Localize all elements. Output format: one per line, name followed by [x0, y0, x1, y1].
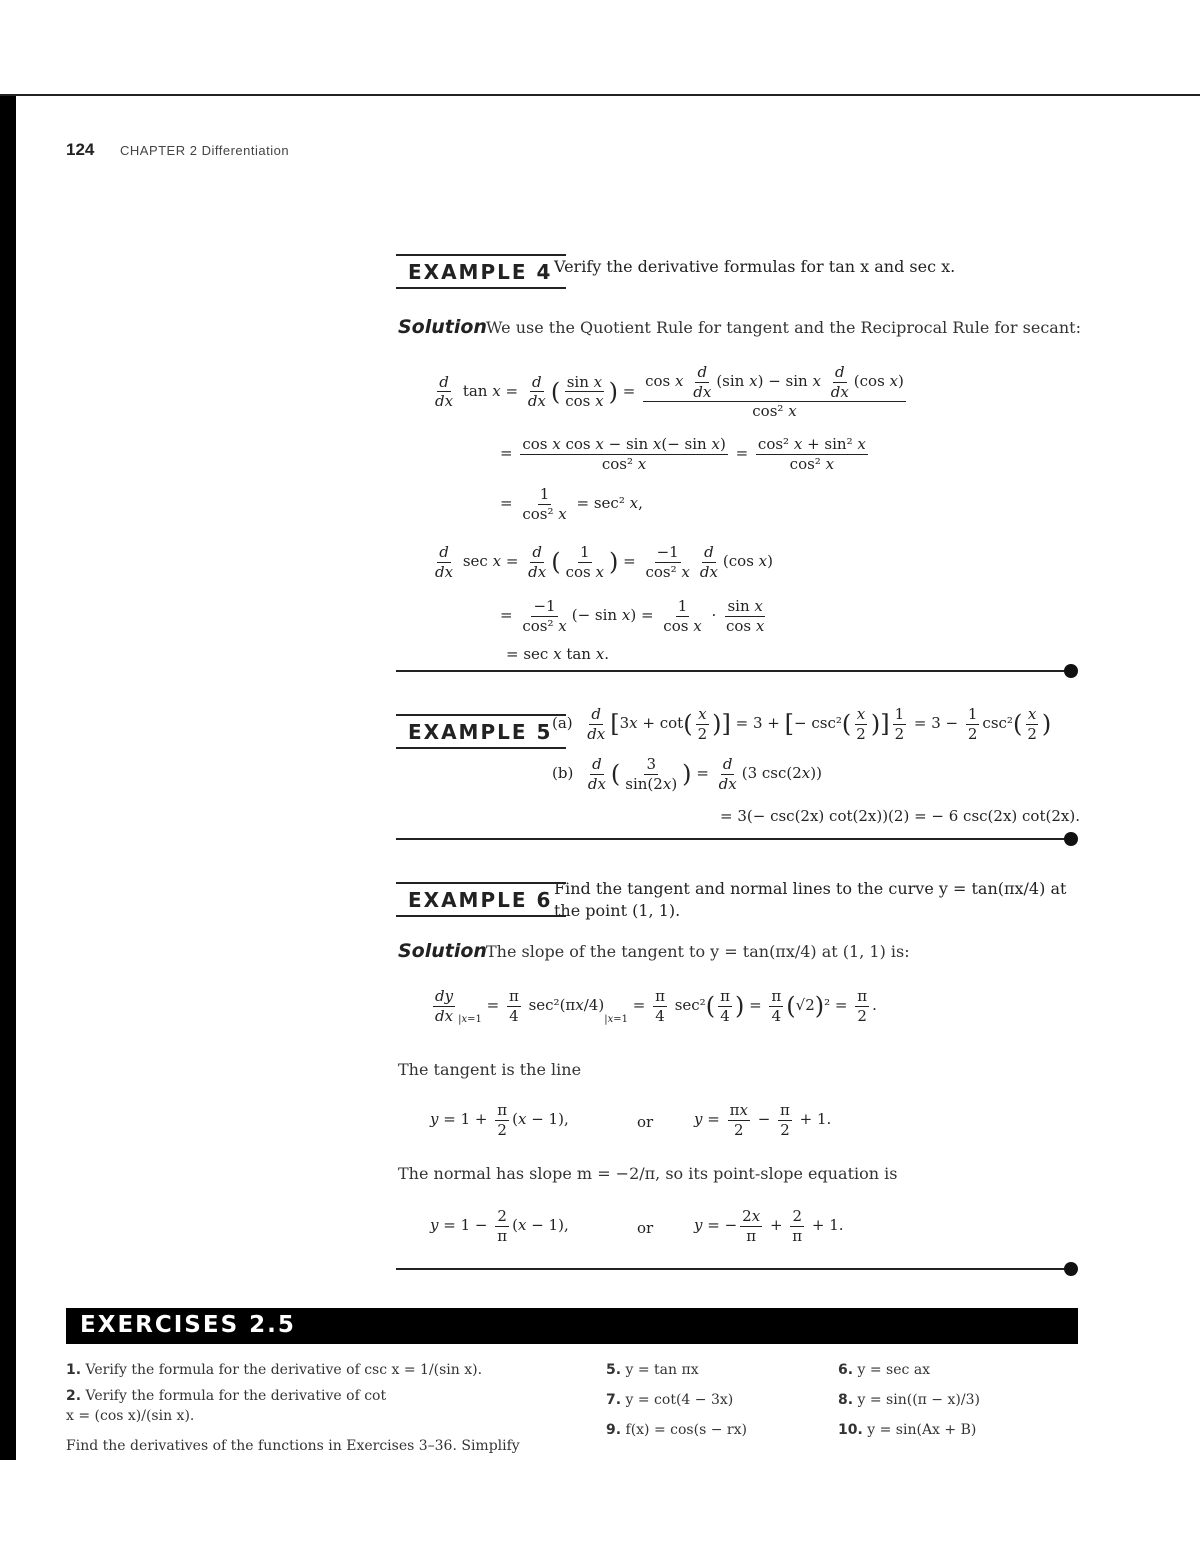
normal-alternate: y = − $\frac{2x}{\pi}$ + $\frac{2}{\pi}$ + 1.: [694, 1207, 844, 1245]
exercise-number: 7.: [606, 1392, 622, 1408]
exercise-item: [66, 1360, 536, 1380]
example-6-solution-text: The slope of the tangent to y = tan(πx/4) at (1, 1) is:: [486, 942, 910, 961]
exercise-text: y = sin((π − x)/3): [857, 1392, 980, 1408]
normal-intro: The normal has slope m = −2/π, so its point-slope equation is: [398, 1164, 898, 1183]
page-number: 124: [66, 140, 95, 159]
left-margin-bar: [0, 96, 16, 1460]
example-5-part-b: (b) $\frac{d}{dx}$ ( $\frac{3}{\sin(2x)}$ ) = $\frac{d}{dx}$ (3 csc(2x)): [552, 755, 822, 793]
example-4-end-rule: [396, 670, 1068, 672]
exercise-instruction: Find the derivatives of the functions in Exercises 3–36. Simplify: [66, 1438, 520, 1454]
page-bottom-margin: [0, 1460, 1200, 1553]
example-5-end-dot: [1064, 832, 1078, 846]
exercise-item: [838, 1360, 930, 1380]
example-6-label: EXAMPLE 6: [396, 882, 566, 917]
exercise-text: Verify the formula for the derivative of cot x = (cos x)/(sin x).: [66, 1388, 387, 1424]
example-6-end-rule: [396, 1268, 1068, 1270]
exercise-item: [838, 1390, 980, 1410]
example-4-equation-2: = $\frac{\text{cos x cos x − sin x(− sin x)}}{\text{cos² x}}$ = $\frac{\text{cos² x + sin² x}}{\text{cos² x}}$: [500, 435, 866, 473]
exercise-item: [606, 1360, 699, 1380]
exercise-text: y = sec ax: [857, 1362, 931, 1378]
exercise-text: y = sin(Ax + B): [867, 1422, 977, 1438]
exercise-item: [838, 1420, 976, 1440]
example-4-solution-text: We use the Quotient Rule for tangent and the Reciprocal Rule for secant:: [486, 318, 1081, 337]
example-6-slope-equation: $\frac{dy}{dx}$ $_{|x=1}$ = $\frac{\pi}{4}$ $\sec^2(\pi x/4)_{|x=1}$ = $\frac{\pi}{4}$ sec²( $\frac{\pi}{4}$ ) = $\frac{\pi}{4}$ (√2)² = $\frac{\pi}{2}$ .: [435, 987, 877, 1025]
exercise-text: f(x) = cos(s − rx): [625, 1422, 747, 1438]
top-rule: [0, 94, 1200, 96]
tangent-intro: The tangent is the line: [398, 1060, 582, 1079]
example-4-equation-6: = sec x tan x.: [506, 645, 609, 663]
example-5-end-rule: [396, 838, 1068, 840]
exercise-number: 5.: [606, 1362, 622, 1378]
example-4-solution-label: Solution: [398, 316, 487, 338]
normal-equation: y = 1 − $\frac{2}{\pi}$ (x − 1),: [430, 1207, 569, 1245]
example-4-end-dot: [1064, 664, 1078, 678]
example-5-part-a: (a) $\frac{d}{dx}$ [3x + cot( $\frac{x}{2}$ )] = 3 + [− csc²( $\frac{x}{2}$ )] $\frac{1}{2}$ = 3 − $\frac{1}{2}$ csc²( $\frac{x}{2}$ ): [552, 705, 1052, 743]
example-5-label: EXAMPLE 5: [396, 714, 566, 749]
tangent-equation: y = 1 + $\frac{\pi}{2}$ (x − 1),: [430, 1101, 569, 1139]
example-6-end-dot: [1064, 1262, 1078, 1276]
tangent-or: or: [637, 1113, 654, 1131]
exercises-title: EXERCISES 2.5: [80, 1312, 296, 1338]
example-5-part-b-result: = 3(− csc(2x) cot(2x))(2) = − 6 csc(2x) cot(2x).: [720, 807, 1080, 825]
example-4-equation-1: $\frac{d}{dx}$ tan x = $\frac{d}{dx}$ ( $\frac{\text{sin x}}{\text{cos x}}$ ) = cos x $\frac{d}{dx}$ (sin x) − sin x $\frac{d}{dx}$ (cos x) cos² x: [435, 363, 904, 420]
example-6-prompt: Find the tangent and normal lines to the curve y = tan(πx/4) at the point (1, 1).: [554, 879, 1067, 920]
normal-or: or: [637, 1219, 654, 1237]
exercise-text: Verify the formula for the derivative of csc x = 1/(sin x).: [85, 1362, 483, 1378]
exercise-number: 8.: [838, 1392, 854, 1408]
exercise-item: [66, 1386, 396, 1426]
exercise-item: [606, 1390, 733, 1410]
example-4-equation-4: $\frac{d}{dx}$ sec x = $\frac{d}{dx}$ ( $\frac{1}{\text{cos x}}$ ) = $\frac{-1}{\text{cos² x}}$ $\frac{d}{dx}$ (cos x): [435, 543, 773, 581]
example-4-prompt: Verify the derivative formulas for tan x and sec x.: [554, 257, 956, 276]
chapter-title: CHAPTER 2 Differentiation: [120, 143, 290, 158]
example-4-equation-5: = $\frac{-1}{\text{cos² x}}$ (− sin x) = $\frac{1}{\text{cos x}}$ · $\frac{\text{sin x}}{\text{cos x}}$: [500, 597, 765, 635]
exercise-number: 10.: [838, 1422, 863, 1438]
example-4-label: EXAMPLE 4: [396, 254, 566, 289]
exercise-item: [606, 1420, 747, 1440]
tangent-alternate: y = $\frac{\pi x}{2}$ − $\frac{\pi}{2}$ + 1.: [694, 1101, 832, 1139]
exercise-number: 2.: [66, 1388, 82, 1404]
exercise-number: 1.: [66, 1362, 82, 1378]
example-6-solution-label: Solution: [398, 940, 487, 962]
exercise-number: 6.: [838, 1362, 854, 1378]
exercise-text: y = tan πx: [625, 1362, 699, 1378]
exercise-text: y = cot(4 − 3x): [625, 1392, 734, 1408]
example-4-equation-3: = $\frac{1}{\text{cos² x}}$ = sec² x,: [500, 485, 643, 523]
exercise-number: 9.: [606, 1422, 622, 1438]
